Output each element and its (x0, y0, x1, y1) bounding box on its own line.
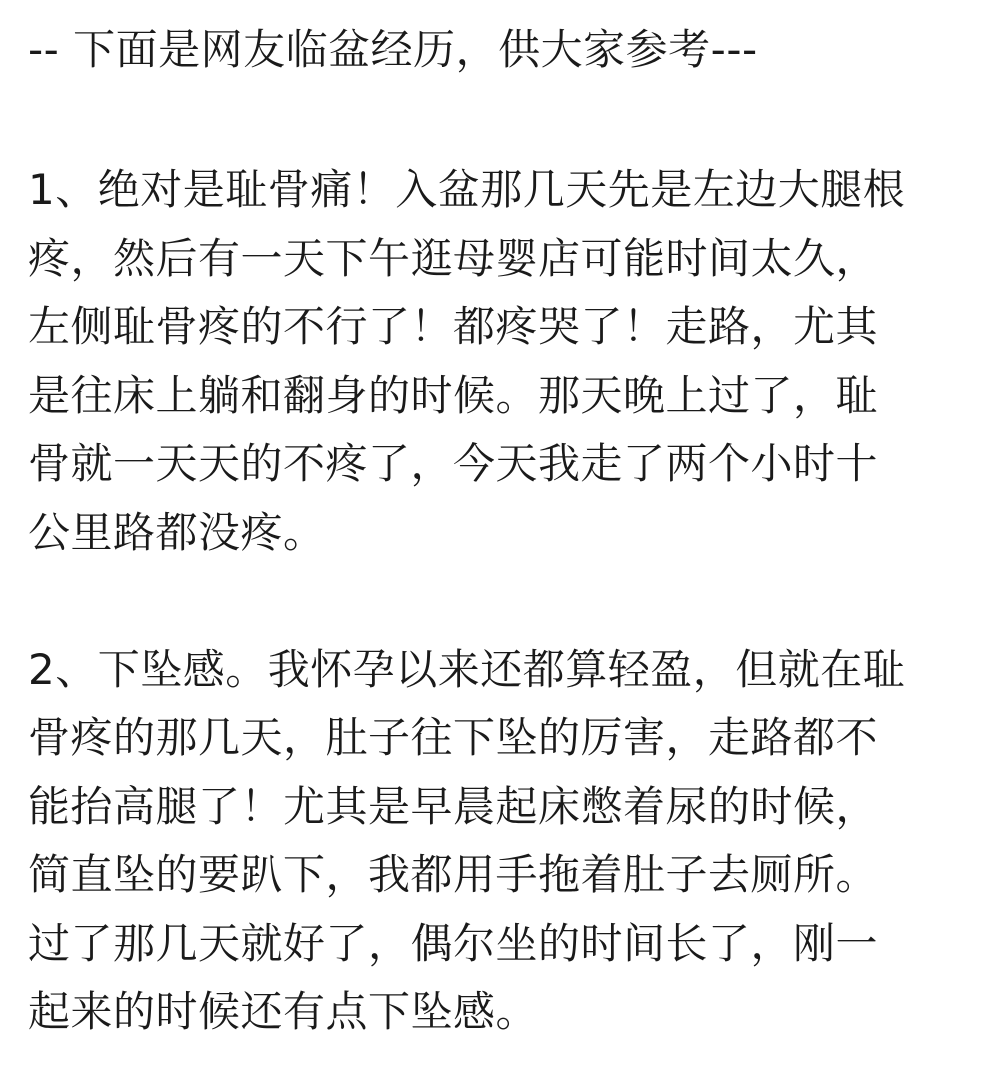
section-2-line-5: 过了那几天就好了，偶尔坐的时间长了，刚一 (28, 919, 879, 968)
section-1-line-3: 左侧耻骨疼的不行了！都疼哭了！走路，尤其 (28, 302, 879, 351)
section-2-line-6: 起来的时候还有点下坠感。 (28, 987, 539, 1036)
section-2-line-4: 简直坠的要趴下，我都用手拖着肚子去厕所。 (28, 850, 879, 899)
section-2-line-3: 能抬高腿了！尤其是早晨起床憋着尿的时候， (28, 782, 879, 831)
section-1-line-6: 公里路都没疼。 (28, 508, 326, 557)
header-line: -- 下面是网友临盆经历，供大家参考--- (28, 25, 758, 74)
section-2-line-2: 骨疼的那几天，肚子往下坠的厉害，走路都不 (28, 713, 879, 762)
section-1-line-4: 是往床上躺和翻身的时候。那天晚上过了，耻 (28, 371, 879, 420)
section-1-line-5: 骨就一天天的不疼了，今天我走了两个小时十 (28, 439, 879, 488)
section-1-line-1: 1、绝对是耻骨痛！入盆那几天先是左边大腿根 (28, 165, 906, 214)
section-2-line-1: 2、下坠感。我怀孕以来还都算轻盈，但就在耻 (28, 645, 906, 694)
section-1-line-2: 疼，然后有一天下午逛母婴店可能时间太久， (28, 234, 879, 283)
